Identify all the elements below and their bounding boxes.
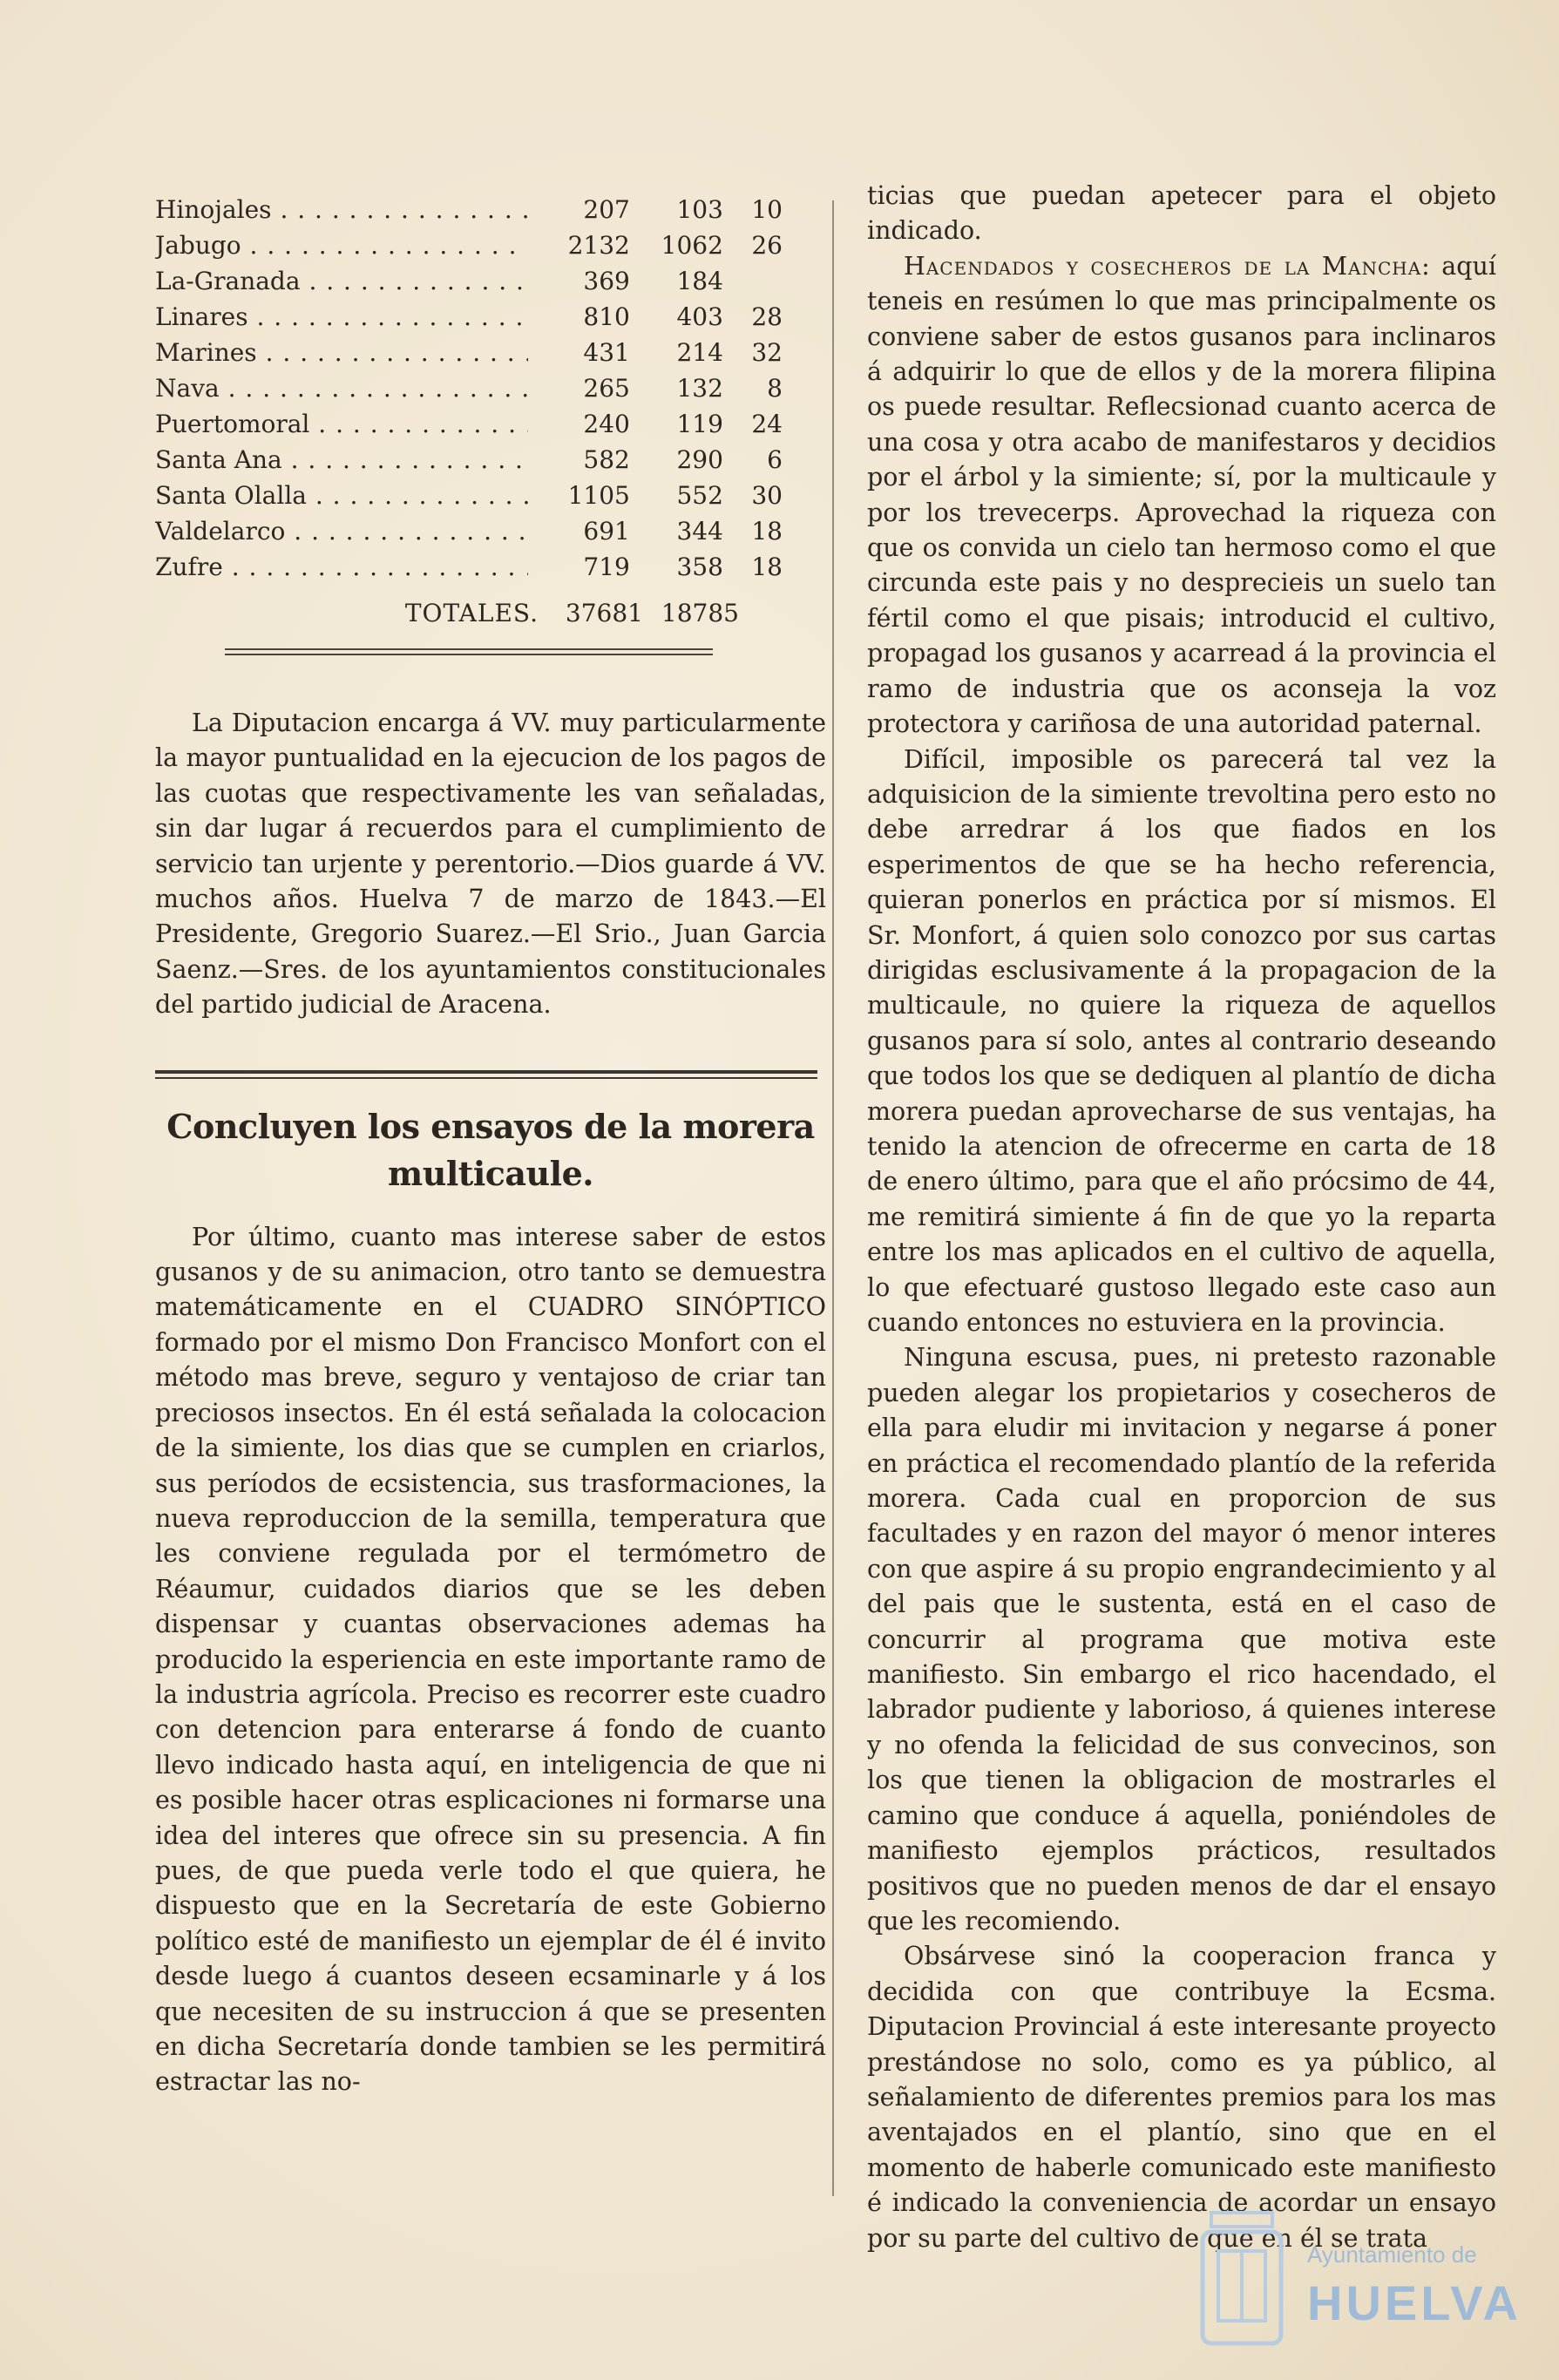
paragraph-3: Ninguna escusa, pues, ni pretesto razonable pueden alegar los propietarios y cosecheros de ella para eludir mi invitacion y negarse á poner en práctica el recomendado plantío de la referida morera. Cada cual en proporcion de sus facultades y en razon del mayor ó menor interes con que aspire á su propio engrandecimiento y al del pais que le sustenta, está en el caso de concurrir al programa que motiva este manifiesto. Sin embargo el rico hacendado, el labrador pudiente y laborioso, á quienes interese y no ofenda la felicidad de sus convecinos, son los que tienen la obligacion de mostrarles el camino que conduce á aquella, poniéndoles de manifiesto ejemplos prácticos, resultados positivos que no pueden menos de dar el ensayo que les recomiendo. bbox=[867, 1343, 1496, 1936]
paragraph-4: Obsárvese sinó la cooperacion franca y decidida con que contribuye la Ecsma. Diputacion Provincial á este interesante proyecto prestándose no solo, como es ya público, al señalamiento de diferentes premios para los mas aventajados en el plantío, sino que en el momento de haberle comunicado este manifiesto é indicado la conveniencia de acordar un ensayo por su parte del cultivo de que en él se trata bbox=[867, 1942, 1496, 2253]
value-1: 240 bbox=[583, 410, 630, 438]
town-name: Marines . . . bbox=[155, 335, 528, 370]
address-paragraph bbox=[867, 249, 1496, 742]
value-1: 2132 bbox=[567, 231, 630, 260]
table-row bbox=[155, 370, 783, 406]
town-name: La-Granada . . . bbox=[155, 263, 528, 299]
right-column bbox=[867, 179, 1496, 2256]
value-1: 265 bbox=[583, 374, 630, 403]
town-name: Linares . . . bbox=[155, 299, 528, 335]
address-rest: aquí teneis en resúmen lo que mas principalmente os conviene saber de estos gusanos para inclinaros á adquirir lo que de ellos y de la morera filipina os puede resultar. Reflecsionad cuanto acerca de una cosa y otra acabo de manifestaros y decidios por el árbol y la simiente; sí, por la multicaule y por los trevecerps. Aprovechad la riqueza con que os convida un cielo tan hermoso como el que circunda este pais y no desprecieis un suelo tan fértil como el que pisais; introducid el cultivo, propagad los gusanos y acarread á la provincia el ramo de industria que os aconseja la voz protectora y cariñosa de una autoridad paternal. bbox=[867, 251, 1497, 739]
value-3: 26 bbox=[751, 231, 783, 260]
town-name: Hinojales . . . bbox=[155, 192, 528, 227]
town-name: Puertomoral . . . bbox=[155, 406, 528, 442]
town-name: Jabugo . . . bbox=[155, 227, 528, 263]
value-2: 103 bbox=[676, 195, 723, 224]
value-2: 1062 bbox=[661, 231, 723, 260]
town-name: Valdelarco . . . bbox=[155, 513, 528, 549]
value-2: 552 bbox=[676, 481, 723, 510]
value-2: 132 bbox=[676, 374, 723, 403]
town-name: Santa Ana . . . bbox=[155, 442, 528, 478]
value-3: 32 bbox=[751, 338, 783, 367]
value-1: 369 bbox=[583, 267, 630, 295]
value-3: 24 bbox=[751, 410, 783, 438]
watermark-title: HUELVA bbox=[1307, 2275, 1522, 2330]
value-1: 207 bbox=[583, 195, 630, 224]
totals-row bbox=[155, 595, 783, 631]
totals-value-1: 37681 bbox=[565, 599, 643, 627]
left-column bbox=[155, 192, 826, 2100]
table-row bbox=[155, 263, 783, 299]
diputacion-notice: La Diputacion encarga á VV. muy particularmente la mayor puntualidad en la ejecucion de los pagos de las cuotas que respectivamente les van señaladas, sin dar lugar á recuerdos para el cumplimiento de servicio tan urjente y perentorio.—Dios guarde á VV. muchos años. Huelva 7 de marzo de 1843.—El Presidente, Gregorio Suarez.—El Srio., Juan Garcia Saenz.—Sres. de los ayuntamientos constitucionales del partido judicial de Aracena. bbox=[155, 709, 826, 1020]
watermark-subtitle: Ayuntamiento de bbox=[1307, 2241, 1477, 2268]
address-lead: Hacendados y cosecheros de la Mancha: bbox=[904, 251, 1431, 281]
coat-of-arms-icon bbox=[1194, 2209, 1290, 2349]
table-row bbox=[155, 299, 783, 335]
quota-table bbox=[155, 192, 783, 655]
value-3: 30 bbox=[751, 481, 783, 510]
ayuntamiento-watermark bbox=[1194, 2205, 1522, 2353]
value-2: 214 bbox=[676, 338, 723, 367]
continuation-text: ticias que puedan apetecer para el objeto indicado. bbox=[867, 181, 1496, 246]
section-title: Concluyen los ensayos de la morera multicaule. bbox=[166, 1106, 815, 1193]
table-row bbox=[155, 442, 783, 478]
table-row bbox=[155, 227, 783, 263]
section-body: Por último, cuanto mas interese saber de estos gusanos y de su animacion, otro tanto se demuestra matemáticamente en el CUADRO SINÓPTICO formado por el mismo Don Francisco Monfort con el método mas breve, seguro y ventajoso de criar tan preciosos insectos. En él está señalada la colocacion de la simiente, los dias que se cumplen en criarlos, sus períodos de ecsistencia, sus trasformaciones, la nueva reproduccion de la semilla, temperatura que les conviene regulada por el termómetro de Réaumur, cuidados diarios que se les deben dispensar y cuantas observaciones ademas ha producido la esperiencia en este importante ramo de la industria agrícola. Preciso es recorrer este cuadro con detencion para enterarse á fondo de cuanto llevo indicado hasta aquí, en inteligencia de que ni es posible hacer otras esplicaciones ni formarse una idea del interes que ofrece sin su presencia. A fin pues, de que pueda verle todo el que quiera, he dispuesto que en la Secretaría de este Gobierno político esté de manifiesto un ejemplar de él é invito desde luego á cuantos deseen ecsaminarle y á los que necesiten de su instruccion á que se presenten en dicha Secretaría donde tambien se les permitirá estractar las no- bbox=[155, 1222, 826, 2097]
value-3: 8 bbox=[767, 374, 783, 403]
value-3: 28 bbox=[751, 302, 783, 331]
value-2: 344 bbox=[676, 517, 723, 546]
totals-value-2: 18785 bbox=[661, 599, 739, 627]
totals-label: TOTALES. bbox=[404, 599, 539, 627]
value-1: 431 bbox=[583, 338, 630, 367]
value-1: 582 bbox=[583, 445, 630, 474]
value-1: 691 bbox=[583, 517, 630, 546]
town-name: Zufre . . . bbox=[155, 549, 528, 585]
town-name: Santa Olalla . . . bbox=[155, 478, 528, 513]
value-2: 403 bbox=[676, 302, 723, 331]
value-2: 358 bbox=[676, 553, 723, 581]
table-row bbox=[155, 335, 783, 370]
town-name: Nava . . . bbox=[155, 370, 528, 406]
value-1: 810 bbox=[583, 302, 630, 331]
value-2: 290 bbox=[676, 445, 723, 474]
table-row bbox=[155, 549, 783, 585]
table-row bbox=[155, 406, 783, 442]
value-1: 719 bbox=[583, 553, 630, 581]
table-divider bbox=[225, 648, 713, 655]
value-3: 18 bbox=[751, 517, 783, 546]
column-divider bbox=[832, 200, 834, 2196]
section-divider bbox=[155, 1070, 817, 1079]
value-3: 10 bbox=[751, 195, 783, 224]
value-2: 119 bbox=[676, 410, 723, 438]
paragraph-2: Difícil, imposible os parecerá tal vez la adquisicion de la simiente trevoltina pero esto no debe arredrar á los que fiados en los esperimentos de que se ha hecho referencia, quieran ponerlos en práctica por sí mismos. El Sr. Monfort, á quien solo conozco por sus cartas dirigidas esclusivamente á la propagacion de la multicaule, no quiere la riqueza de aquellos gusanos para sí solo, antes al contrario deseando que todos los que se dediquen al plantío de dicha morera puedan aprovecharse de sus ventajas, ha tenido la atencion de ofrecerme en carta de 18 de enero último, para que el año prócsimo de 44, me remitirá simiente á fin de que yo la reparta entre los mas aplicados en el cultivo de aquella, lo que efectuaré gustoso llegado este caso aun cuando entonces no estuviera en la provincia. bbox=[867, 744, 1496, 1337]
value-2: 184 bbox=[676, 267, 723, 295]
table-row bbox=[155, 478, 783, 513]
table-row bbox=[155, 513, 783, 549]
value-3: 18 bbox=[751, 553, 783, 581]
value-3: 6 bbox=[767, 445, 783, 474]
table-row bbox=[155, 192, 783, 227]
value-1: 1105 bbox=[567, 481, 630, 510]
